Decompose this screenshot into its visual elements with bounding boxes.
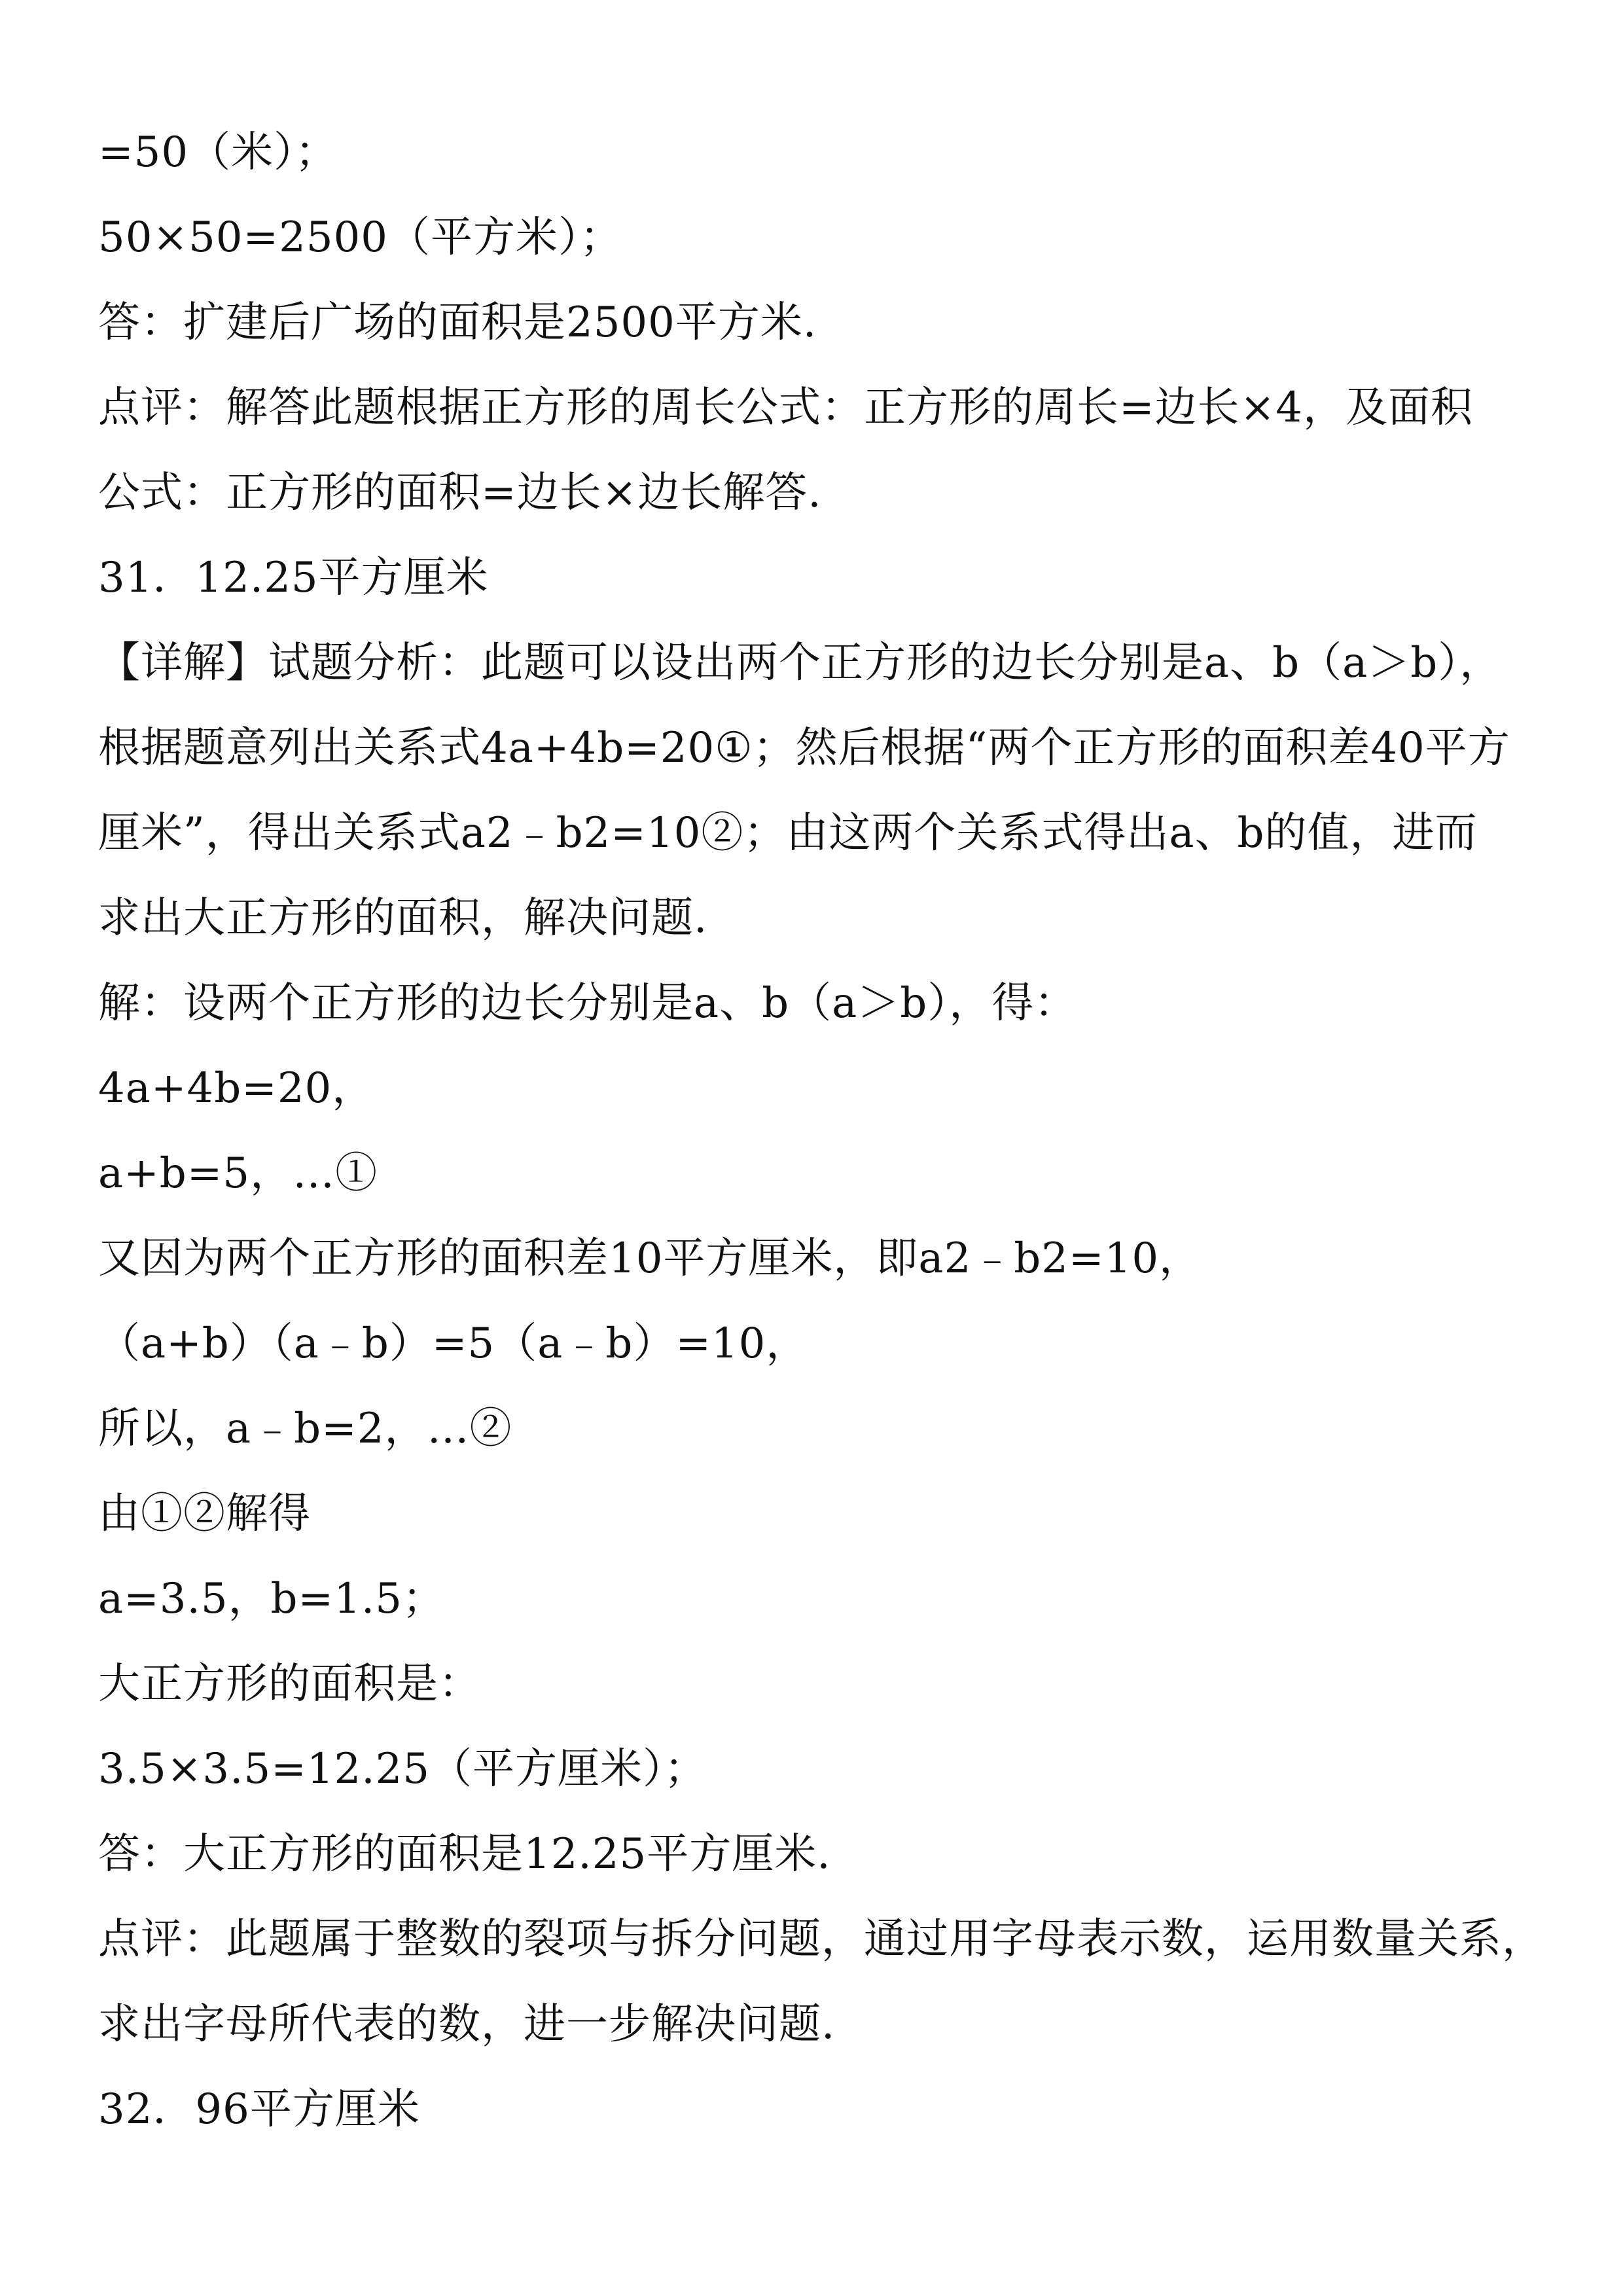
comment-line-1: 点评：解答此题根据正方形的周长公式：正方形的周长=边长×4，及面积 (98, 384, 1473, 432)
solution-line-9: 大正方形的面积是： (98, 1660, 481, 1708)
answer-line: 答：扩建后广场的面积是2500平方米. (98, 298, 817, 347)
analysis-line-3: 厘米”，得出关系式a2﹣b2=10②；由这两个关系式得出a、b的值，进而 (98, 809, 1478, 857)
question-31-heading: 31．12.25平方厘米 (98, 554, 489, 602)
analysis-line-1: 【详解】试题分析：此题可以设出两个正方形的边长分别是a、b（a＞b）， (98, 639, 1503, 687)
solution-line-2: 4a+4b=20， (98, 1064, 375, 1113)
solution-line-5: （a+b）（a﹣b）=5（a﹣b）=10， (98, 1319, 809, 1368)
analysis-line-4: 求出大正方形的面积，解决问题. (98, 894, 708, 942)
question-32-heading: 32．96平方厘米 (98, 2085, 420, 2134)
text-line-1: =50（米）； (98, 128, 338, 177)
solution-line-4: 又因为两个正方形的面积差10平方厘米，即a2﹣b2=10， (98, 1234, 1202, 1283)
analysis-line-2: 根据题意列出关系式4a+4b=20①；然后根据“两个正方形的面积差40平方 (98, 724, 1510, 772)
comment-line-2: 公式：正方形的面积=边长×边长解答. (98, 469, 822, 517)
solution-line-7: 由①②解得 (98, 1490, 311, 1538)
comment-31-line-2: 求出字母所代表的数，进一步解决问题. (98, 2000, 836, 2049)
document-page (98, 110, 1544, 2152)
text-line-2: 50×50=2500（平方米）； (98, 213, 622, 262)
solution-line-1: 解：设两个正方形的边长分别是a、b（a＞b），得： (98, 979, 1077, 1028)
solution-line-6: 所以，a﹣b=2，…② (98, 1405, 512, 1453)
solution-line-8: a=3.5，b=1.5； (98, 1575, 445, 1623)
solution-line-3: a+b=5，…① (98, 1149, 378, 1198)
comment-31-line-1: 点评：此题属于整数的裂项与拆分问题，通过用字母表示数，运用数量关系， (98, 1915, 1544, 1964)
answer-line-31: 答：大正方形的面积是12.25平方厘米. (98, 1830, 831, 1878)
solution-line-10: 3.5×3.5=12.25（平方厘米）； (98, 1745, 707, 1793)
